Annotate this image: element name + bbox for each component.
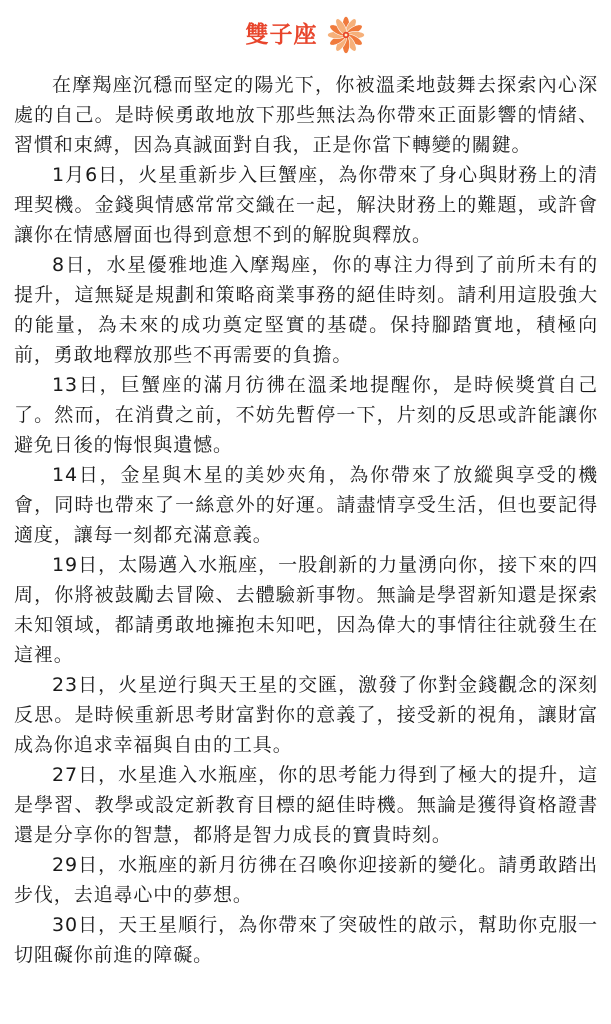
horoscope-body [14, 70, 598, 970]
paragraph-jan-23: 23日，火星逆行與天王星的交匯，激發了你對金錢觀念的深刻反思。是時候重新思考財富對你的意義了，接受新的視角，讓財富成為你追求幸福與自由的工具。 [14, 674, 598, 756]
paragraph-jan-19: 19日，太陽邁入水瓶座，一股創新的力量湧向你，接下來的四周，你將被鼓勵去冒險、去體驗新事物。無論是學習新知還是探索未知領域，都請勇敢地擁抱未知吧，因為偉大的事情往往就發生在這裡。 [14, 554, 598, 666]
paragraph-jan-30: 30日，天王星順行，為你帶來了突破性的啟示，幫助你克服一切阻礙你前進的障礙。 [14, 914, 598, 966]
paragraph-jan-14: 14日，金星與木星的美妙夾角，為你帶來了放縱與享受的機會，同時也帶來了一絲意外的好運。請盡情享受生活，但也要記得適度，讓每一刻都充滿意義。 [14, 464, 598, 546]
paragraph-jan-6: 1月6日，火星重新步入巨蟹座，為你帶來了身心與財務上的清理契機。金錢與情感常常交織在一起，解決財務上的難題，或許會讓你在情感層面也得到意想不到的解脫與釋放。 [14, 164, 598, 246]
intro-paragraph: 在摩羯座沉穩而堅定的陽光下，你被溫柔地鼓舞去探索內心深處的自己。是時候勇敢地放下那些無法為你帶來正面影響的情緒、習慣和束縛，因為真誠面對自我，正是你當下轉變的關鍵。 [14, 74, 598, 156]
header [0, 10, 611, 60]
paragraph-jan-13: 13日，巨蟹座的滿月彷彿在溫柔地提醒你，是時候獎賞自己了。然而，在消費之前，不妨先暫停一下，片刻的反思或許能讓你避免日後的悔恨與遺憾。 [14, 374, 598, 456]
paragraph-jan-8: 8日，水星優雅地進入摩羯座，你的專注力得到了前所未有的提升，這無疑是規劃和策略商業事務的絕佳時刻。請利用這股強大的能量，為未來的成功奠定堅實的基礎。保持腳踏實地，積極向前，勇敢地釋放那些不再需要的負擔。 [14, 254, 598, 366]
paragraph-jan-29: 29日，水瓶座的新月彷彿在召喚你迎接新的變化。請勇敢踏出步伐，去追尋心中的夢想。 [14, 854, 598, 906]
paragraph-jan-27: 27日，水星進入水瓶座，你的思考能力得到了極大的提升，這是學習、教學或設定新教育目標的絕佳時機。無論是獲得資格證書還是分享你的智慧，都將是智力成長的寶貴時刻。 [14, 764, 598, 846]
orange-flower-icon [326, 15, 366, 55]
page-title: 雙子座 [245, 21, 318, 48]
